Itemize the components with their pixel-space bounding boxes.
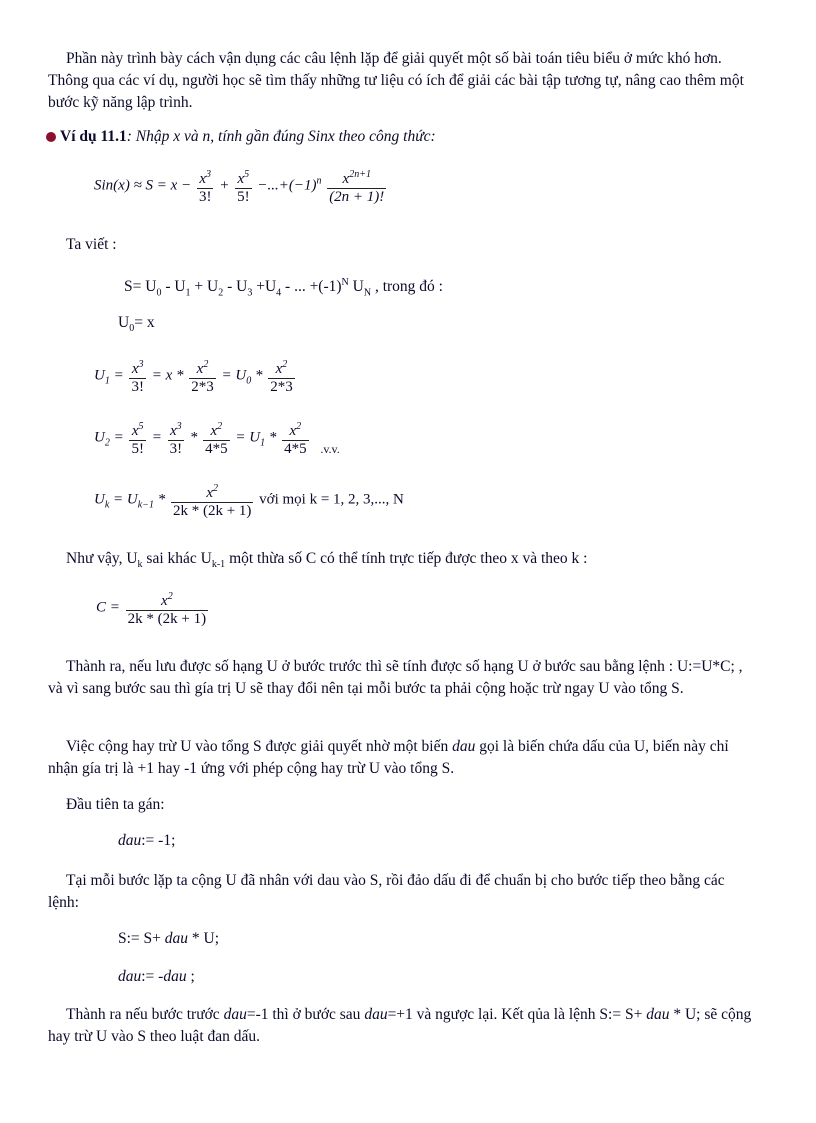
c-formula: C = $\frac{x^2}{2k * (2k + 1)}$ xyxy=(96,591,207,627)
code-line-1: dau:= -1; xyxy=(118,832,176,849)
ta-viet: Ta viết : xyxy=(66,236,117,253)
nhu-vay: Như vậy, $U_k$ sai khác $U_{k-1}$ một thừa số C có thể tính trực tiếp được theo x và theo k : xyxy=(66,550,588,571)
uk-formula: $U_k = U_{k-1}$ * $\frac{x^2}{2k * (2k + 1)}$ với mọi k = 1, 2, 3,..., N xyxy=(94,483,404,519)
sin-formula: Sin(x) ≈ S = x − $\frac{x^3}{3!}$ + $\frac{x^5}{5!}$ $-...+(-1)^n$ $\frac{x^{2n+1}}{(2n + 1)!}$ xyxy=(94,169,385,205)
example-title: : Nhập x và n, tính gần đúng Sinx theo công thức: xyxy=(126,128,436,145)
paragraph-3: Đầu tiên ta gán: xyxy=(66,796,165,813)
intro-paragraph: Phần này trình bày cách vận dụng các câu lệnh lặp để giải quyết một số bài toán tiêu biểu ở mức khó hơn. Thông qua các ví dụ, người học sẽ tìm thấy những tư liệu có ích để giải các bài tập tương tự, nâng cao thêm một bước kỹ năng lập trình. xyxy=(48,50,744,111)
paragraph-2: Việc cộng hay trừ U vào tổng S được giải quyết nhờ một biến dau gọi là biến chứa dấu của U, biến này chỉ nhận gía trị là +1 hay -1 ứng với phép cộng hay trừ U vào tổng S. xyxy=(48,738,729,777)
u2-formula: $U_2$ = $\frac{x^5}{5!}$ = $\frac{x^3}{3!}$ * $\frac{x^2}{4*5}$ = $U_1$ * $\frac{x^2}{4*5}$ $_{.v.v.}$ xyxy=(94,421,340,457)
paragraph-5: Thành ra nếu bước trước dau=-1 thì ở bước sau dau=+1 và ngược lại. Kết qủa là lệnh S:= S+ dau * U; sẽ cộng hay trừ U vào S theo luật đan dấu. xyxy=(48,1006,752,1045)
paragraph-4: Tại mỗi bước lặp ta cộng U đã nhân với dau vào S, rồi đảo dấu đi để chuẩn bị cho bước tiếp theo bằng các lệnh: xyxy=(48,872,725,911)
vv-text: .v.v. xyxy=(320,442,340,457)
series-line: $S= U_0 - U_1 + U_2 - U_3 +U_4$ - ... $+(-1)^N$ $U_N$ , trong đó : xyxy=(124,277,443,299)
bullet-icon xyxy=(46,132,56,142)
paragraph-1: Thành ra, nếu lưu được số hạng U ở bước trước thì sẽ tính được số hạng U ở bước sau bằng lệnh : U:=U*C; , và vì sang bước sau thì gía trị U sẽ thay đổi nên tại mỗi bước ta phải cộng hoặc trừ ngay U vào tổng S. xyxy=(48,658,743,697)
code-line-2: S:= S+ dau * U; xyxy=(118,930,220,947)
uk-suffix: với mọi k = 1, 2, 3,..., N xyxy=(259,491,404,508)
var-dau: dau xyxy=(452,738,476,755)
example-heading xyxy=(46,126,756,148)
example-label: Ví dụ 11.1 xyxy=(60,128,127,145)
u0-line: $U_0= x$ xyxy=(118,314,155,335)
u1-formula: $U_1$ = $\frac{x^3}{3!}$ = x * $\frac{x^2}{2*3}$ = $U_0$ * $\frac{x^2}{2*3}$ xyxy=(94,359,293,395)
code-line-3: dau:= -dau ; xyxy=(118,968,195,985)
